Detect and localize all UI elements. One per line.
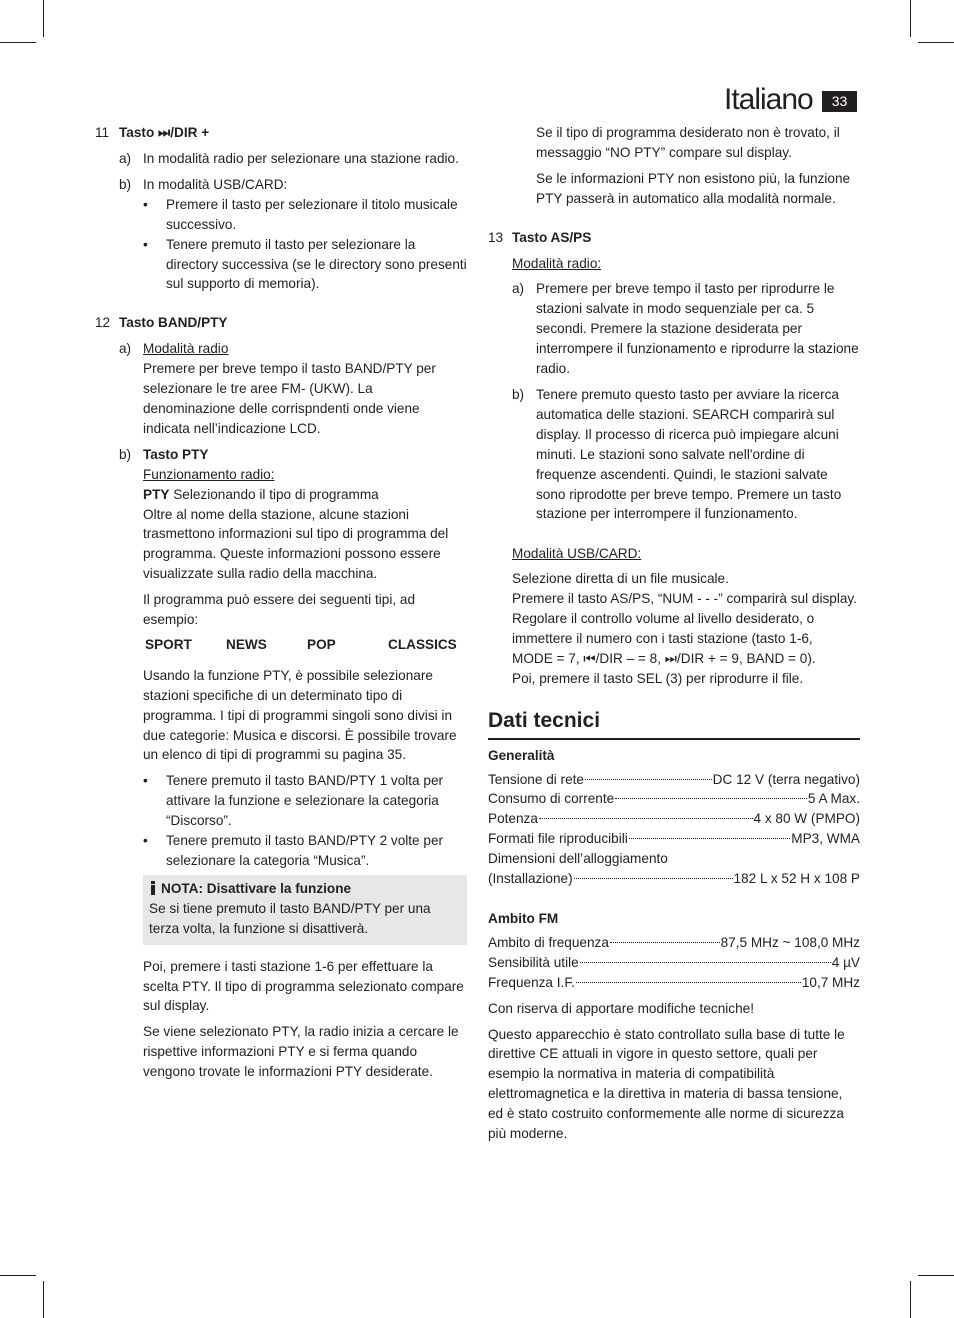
bullet-item <box>143 771 467 831</box>
crop-mark <box>918 1275 954 1276</box>
paragraph: Il programma può essere dei seguenti tipi, ad esempio: <box>143 592 416 628</box>
spec-row <box>488 973 860 993</box>
crop-mark <box>0 42 36 43</box>
list-marker: b) <box>119 176 132 192</box>
bullet-icon: • <box>143 196 148 212</box>
crop-mark <box>43 0 44 37</box>
list-marker: b) <box>512 386 525 402</box>
pty-label: PTY <box>143 486 170 502</box>
spec-value: 4 x 80 W (PMPO) <box>753 811 860 827</box>
section-number: 13 <box>488 229 504 245</box>
spec-row <box>488 789 860 809</box>
list-item <box>488 279 860 379</box>
bullet-text: Tenere premuto il tasto per selezionare la directory successiva (se le directory sono presenti sul supporto di memoria). <box>166 236 467 292</box>
spec-value: 182 L x 52 H x 108 P <box>733 871 860 887</box>
section-number: 12 <box>95 315 111 331</box>
list-item <box>95 445 467 630</box>
section-title: Tasto AS/PS <box>512 229 592 245</box>
paragraph: Questo apparecchio è stato controllato sulla base di tutte le direttive CE attuali in vigore in questo settore, quali per esempio la normativa in materia di compatibilità elettromagnetica e la direttiva in materia di bassa tensione, ed è stato costruito conformemente alle norme di sicurezza più moderne. <box>488 1026 845 1142</box>
note-text: Se si tiene premuto il tasto BAND/PTY per una terza volta, la funzione si disattiverà. <box>149 900 431 936</box>
list-marker: a) <box>119 341 132 357</box>
bullet-text: Tenere premuto il tasto BAND/PTY 2 volte per selezionare la categoria “Musica”. <box>166 833 444 868</box>
paragraph: Premere il tasto AS/PS, “NUM - - -” comparirà sul display. Regolare il controllo volume al livello desiderato, o immettere il numero con i tasti stazione (tasto 1-6, <box>512 591 857 646</box>
list-text: In modalità USB/CARD: <box>143 176 288 192</box>
spec-value: 10,7 MHz <box>801 974 860 990</box>
program-type: NEWS <box>226 636 267 652</box>
section-number: 11 <box>95 125 110 140</box>
bullet-item <box>143 235 467 295</box>
list-text: Tenere premuto questo tasto per avviare la ricerca automatica delle stazioni. SEARCH comparirà sul display. Il processo di ricerca può impiegare alcuni minuti. Le stazioni sono salvate nell'ordine di frequenze ascendenti. Quindi, le stazioni salvate sono riprodotte per breve tempo. Premere un tasto stazione per interrompere il funzionamento. <box>536 386 842 522</box>
spec-label: Potenza <box>488 811 538 827</box>
paragraph <box>143 485 467 505</box>
spec-label: Sensibilità utile <box>488 954 579 970</box>
subheading: Funzionamento radio: <box>143 466 275 482</box>
subheading: Ambito FM <box>488 911 559 926</box>
list-item <box>95 149 467 169</box>
bullet-text: Premere il tasto per selezionare il titolo musicale successivo. <box>166 196 458 232</box>
note-title: NOTA: Disattivare la funzione <box>161 880 352 896</box>
spec-label: Formati file riproducibili <box>488 831 628 847</box>
bullet-item <box>143 831 467 871</box>
paragraph: Usando la funzione PTY, è possibile selezionare stazioni specifiche di un determinato tipo di programma. I tipi di programmi singoli sono divisi in due categorie: Musica e discorsi. È possibile trovare un elenco di tipi di programmi su pagina 35. <box>143 667 457 763</box>
program-type: CLASSICS <box>388 636 457 652</box>
paragraph: Premere per breve tempo il tasto BAND/PTY per selezionare le tre aree FM- (UKW). La denominazione delle corrispndenti onde viene indicata nell’indicazione LCD. <box>143 361 436 436</box>
paragraph: Poi, premere i tasti stazione 1-6 per effettuare la scelta PTY. Il tipo di programma selezionato compare sul display. <box>143 958 464 1014</box>
info-icon <box>149 881 157 895</box>
spec-value: 87,5 MHz ~ 108,0 MHz <box>720 934 860 950</box>
section-13-heading <box>488 228 860 248</box>
spec-row <box>488 829 860 849</box>
crop-mark <box>43 1281 44 1318</box>
spec-row <box>488 770 860 790</box>
list-item <box>488 385 860 524</box>
list-item <box>95 339 467 439</box>
page-number: 33 <box>822 91 857 112</box>
pty-text: Selezionando il tipo di programma <box>169 486 379 502</box>
paragraph: Se le informazioni PTY non esistono più, la funzione PTY passerà in automatico alla modalità normale. <box>536 170 851 206</box>
paragraph: Se viene selezionato PTY, la radio inizia a cercare le rispettive informazioni PTY e si ferma quando vengono trovate le informazioni PTY desiderate. <box>143 1024 459 1080</box>
bullet-icon: • <box>143 773 148 789</box>
subheading: Modalità USB/CARD: <box>512 546 642 562</box>
paragraph: Oltre al nome della stazione, alcune stazioni trasmettono informazioni sul tipo di programma del programma. Queste informazioni possono essere visualizzate sulla radio della macchina. <box>143 506 449 582</box>
subheading: Tasto PTY <box>143 446 209 462</box>
list-marker: a) <box>119 151 132 166</box>
crop-mark <box>918 42 954 43</box>
paragraph: Se il tipo di programma desiderato non è trovato, il messaggio “NO PTY” compare sul display. <box>536 125 840 160</box>
spec-row <box>488 809 860 829</box>
crop-mark <box>910 0 911 37</box>
section-title: Tasto ⏭/DIR + <box>119 125 210 140</box>
bullet-item <box>143 195 467 235</box>
list-text: Premere per breve tempo il tasto per riprodurre le stazioni salvate in modo sequenziale per ca. 5 secondi. Premere la stazione desiderata per interrompere il funzionamento e riprodurre la stazione radio. <box>536 281 859 377</box>
spec-label: Consumo di corrente <box>488 791 615 807</box>
spec-label: Frequenza I.F. <box>488 974 575 990</box>
subheading: Generalità <box>488 747 555 763</box>
left-column <box>95 123 467 1082</box>
section-11-heading <box>95 123 467 143</box>
list-marker: b) <box>119 446 132 462</box>
spec-value: MP3, WMA <box>791 831 860 847</box>
subheading: Modalità radio: <box>512 255 602 271</box>
program-type: POP <box>307 636 336 652</box>
spec-value: DC 12 V (terra negativo) <box>712 771 860 787</box>
spec-row <box>488 933 860 953</box>
paragraph: Con riserva di apportare modifiche tecniche! <box>488 1000 754 1016</box>
spec-row <box>488 953 860 973</box>
subheading: Modalità radio <box>143 341 229 357</box>
spec-value: 5 A Max. <box>807 791 860 807</box>
spec-row <box>488 869 860 889</box>
spec-label: Dimensioni dell’alloggiamento <box>488 851 668 867</box>
section-title-dati-tecnici: Dati tecnici <box>488 708 860 740</box>
spec-value: 4 µV <box>831 954 860 970</box>
paragraph: Selezione diretta di un file musicale. <box>512 571 729 587</box>
spec-label: Tensione di rete <box>488 771 584 787</box>
section-title: Tasto BAND/PTY <box>119 315 228 331</box>
list-item <box>95 175 467 195</box>
program-type: SPORT <box>145 636 192 652</box>
list-marker: a) <box>512 281 525 297</box>
right-column <box>488 123 860 1144</box>
bullet-text: Tenere premuto il tasto BAND/PTY 1 volta per attivare la funzione e selezionare la categoria “Discorso”. <box>166 773 444 829</box>
spec-label: (Installazione) <box>488 871 573 887</box>
program-types-row <box>145 635 467 655</box>
list-text: In modalità radio per selezionare una stazione radio. <box>143 151 459 166</box>
paragraph: Poi, premere il tasto SEL (3) per riprodurre il file. <box>512 670 804 686</box>
crop-mark <box>910 1281 911 1318</box>
bullet-icon: • <box>143 236 148 252</box>
crop-mark <box>0 1275 36 1276</box>
section-12-heading <box>95 313 467 333</box>
page-language-title: Italiano <box>724 83 813 116</box>
spec-label: Ambito di frequenza <box>488 934 609 950</box>
paragraph: MODE = 7, ⏮/DIR – = 8, ⏭/DIR + = 9, BAND = 0). <box>512 650 816 666</box>
note-box <box>143 875 467 945</box>
bullet-icon: • <box>143 833 148 849</box>
